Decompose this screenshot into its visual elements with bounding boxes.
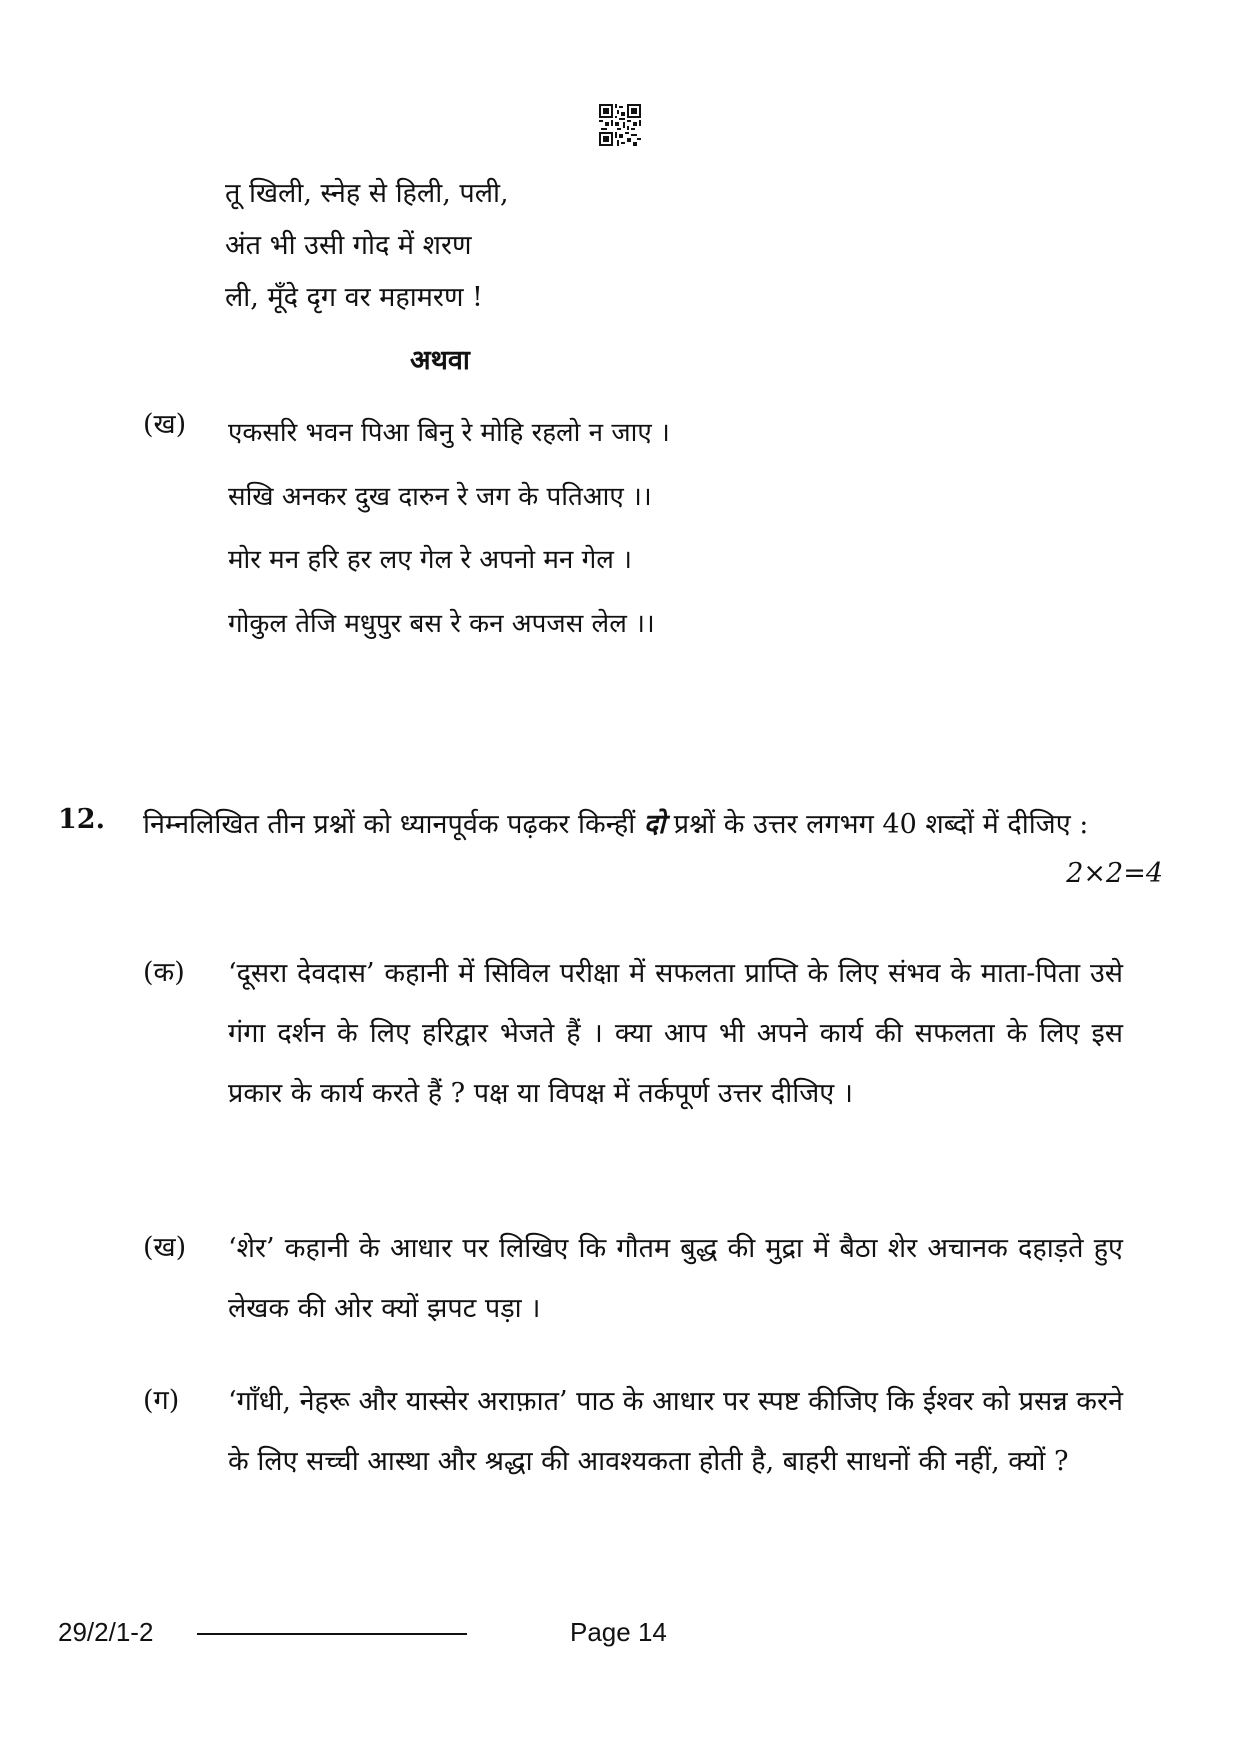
or-heading: अथवा	[410, 345, 470, 376]
subquestion-label: (ख)	[143, 1232, 187, 1263]
footer-rule	[197, 1633, 467, 1635]
subquestion-text: ‘शेर’ कहानी के आधार पर लिखिए कि गौतम बुद्ध की मुद्रा में बैठा शेर अचानक दहाड़ते हुए लेखक की ओर क्यों झपट पड़ा ।	[228, 1233, 1123, 1324]
marks-allocation: 2×2=4	[1066, 858, 1163, 889]
question-text-before: निम्नलिखित तीन प्रश्नों को ध्यानपूर्वक पढ़कर किन्हीं	[143, 809, 636, 840]
verse-line: मोर मन हरि हर लए गेल रे अपनो मन गेल ।	[228, 545, 632, 575]
poem-line: तू खिली, स्नेह से हिली, पली,	[225, 178, 509, 209]
option-label: (ख)	[143, 409, 187, 440]
question-emphasis: दो	[643, 809, 666, 840]
question-number: 12.	[58, 804, 105, 835]
question-text-after: प्रश्नों के उत्तर लगभग 40 शब्दों में दीजिए :	[673, 809, 1089, 840]
subquestion-text: ‘दूसरा देवदास’ कहानी में सिविल परीक्षा में सफलता प्राप्ति के लिए संभव के माता-पिता उसे गंगा दर्शन के लिए हरिद्वार भेजते हैं । क्या आप भी अपने कार्य की सफलता के लिए इस प्रकार के कार्य करते हैं ? पक्ष या विपक्ष में तर्कपूर्ण उत्तर दीजिए ।	[228, 958, 1123, 1109]
subquestion-label: (ग)	[143, 1385, 180, 1416]
verse-line: सखि अनकर दुख दारुन रे जग के पतिआए ।।	[228, 481, 652, 512]
qr-code-icon	[599, 104, 641, 146]
verse-line: गोकुल तेजि मधुपुर बस रे कन अपजस लेल ।।	[228, 608, 655, 639]
question-text	[143, 800, 1123, 850]
verse-stanza	[228, 402, 670, 656]
subquestion-text: ‘गाँधी, नेहरू और यास्सेर अराफ़ात’ पाठ के आधार पर स्पष्ट कीजिए कि ईश्वर को प्रसन्न करने के लिए सच्ची आस्था और श्रद्धा की आवश्यकता होती है, बाहरी साधनों की नहीं, क्यों ?	[228, 1386, 1123, 1477]
poem-line: अंत भी उसी गोद में शरण	[225, 230, 472, 261]
poem-stanza	[225, 168, 509, 324]
page-number: Page 14	[570, 1617, 667, 1647]
paper-code: 29/2/1-2	[58, 1617, 154, 1647]
verse-line: एकसरि भवन पिआ बिनु रे मोहि रहलो न जाए ।	[228, 418, 670, 448]
poem-line: ली, मूँदे दृग वर महामरण !	[225, 282, 483, 313]
subquestion-label: (क)	[143, 957, 185, 988]
